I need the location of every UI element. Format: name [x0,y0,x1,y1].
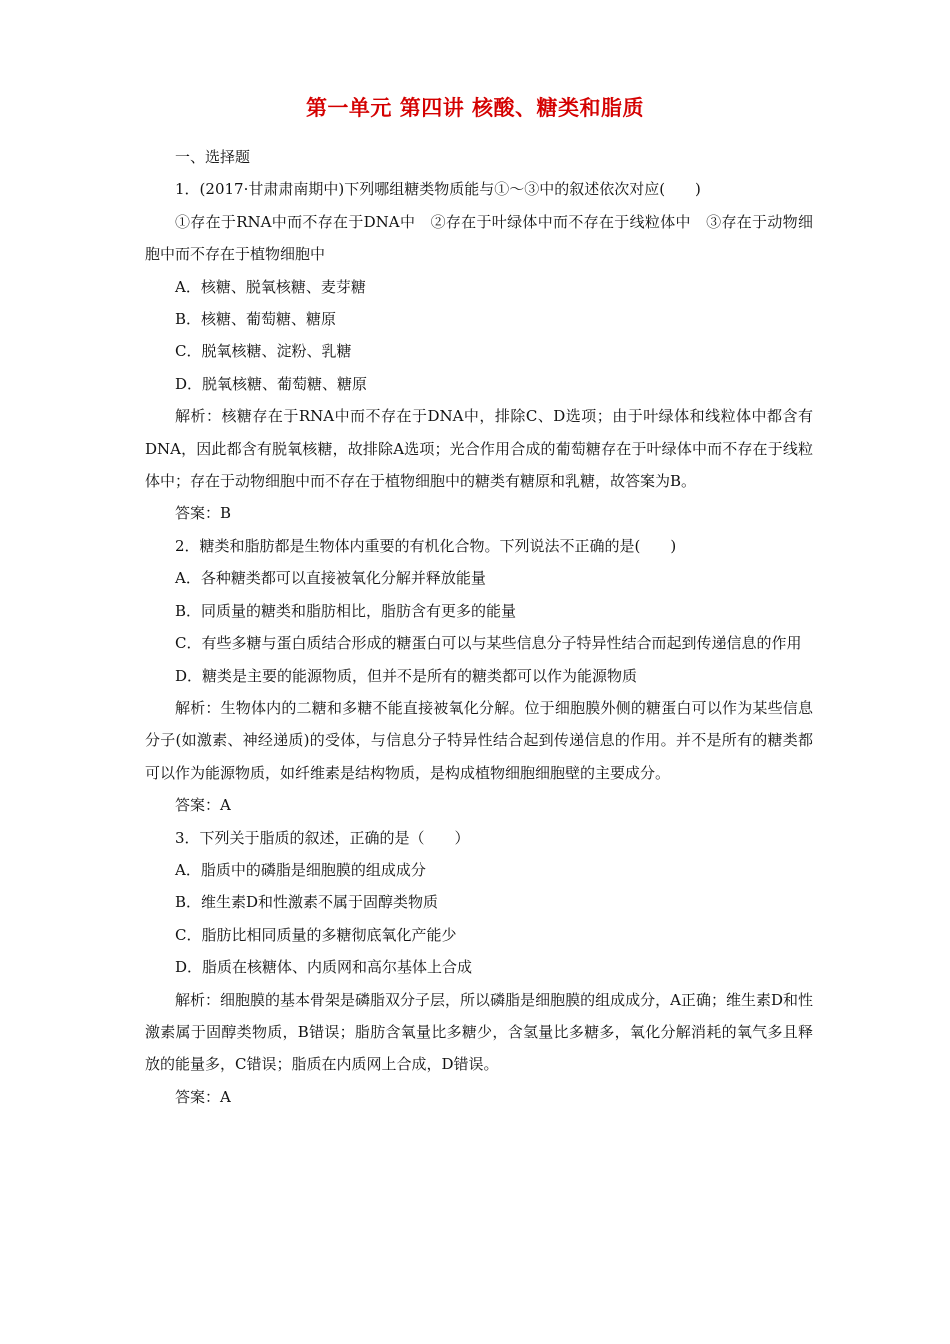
option-b: B．核糖、葡萄糖、糖原 [175,310,337,329]
answer: 答案：A [175,796,231,815]
answer: 答案：B [175,504,232,523]
question-stem: 1．(2017·甘肃肃南期中)下列哪组糖类物质能与①～③中的叙述依次对应( ) [175,180,701,199]
option-d: D．脱氧核糖、葡萄糖、糖原 [175,374,368,393]
analysis: 解析：核糖存在于RNA中而不存在于DNA中，排除C、D选项；由于叶绿体和线粒体中都含有DNA，因此都含有脱氧核糖，故排除A选项；光合作用合成的葡萄糖存在于叶绿体中而不存在于线粒体中；存在于动物细胞中而不存在于植物细胞中的糖类有糖原和乳糖，故答案为B。 [145,407,813,491]
question-1 [145,173,813,529]
question-3 [145,822,813,1114]
question-description: ①存在于RNA中而不存在于DNA中 ②存在于叶绿体中而不存在于线粒体中 ③存在于动物细胞中而不存在于植物细胞中 [145,212,813,264]
option-c: C．有些多糖与蛋白质结合形成的糖蛋白可以与某些信息分子特异性结合而起到传递信息的作用 [175,634,802,653]
option-c: C．脱氧核糖、淀粉、乳糖 [175,342,352,361]
answer: 答案：A [175,1087,231,1106]
analysis: 解析：生物体内的二糖和多糖不能直接被氧化分解。位于细胞膜外侧的糖蛋白可以作为某些信息分子(如激素、神经递质)的受体，与信息分子特异性结合起到传递信息的作用。并不是所有的糖类都可以作为能源物质，如纤维素是结构物质，是构成植物细胞细胞壁的主要成分。 [145,698,813,782]
question-2 [145,530,813,822]
section-heading: 一、选择题 [175,148,251,166]
option-d: D．糖类是主要的能源物质，但并不是所有的糖类都可以作为能源物质 [175,666,638,685]
document-body [145,141,813,1113]
option-a: A．核糖、脱氧核糖、麦芽糖 [175,277,366,296]
page-title: 第一单元 第四讲 核酸、糖类和脂质 [305,96,645,120]
option-a: A．脂质中的磷脂是细胞膜的组成成分 [175,860,426,879]
question-stem: 3．下列关于脂质的叙述，正确的是（ ） [175,828,470,847]
option-b: B．维生素D和性激素不属于固醇类物质 [175,893,439,912]
analysis: 解析：细胞膜的基本骨架是磷脂双分子层，所以磷脂是细胞膜的组成成分，A正确；维生素D和性激素属于固醇类物质，B错误；脂肪含氧量比多糖少，含氢量比多糖多，氧化分解消耗的氧气多且释放的能量多，C错误；脂质在内质网上合成，D错误。 [145,990,813,1074]
question-stem: 2．糖类和脂肪都是生物体内重要的有机化合物。下列说法不正确的是( ) [175,536,677,555]
option-c: C．脂肪比相同质量的多糖彻底氧化产能少 [175,925,457,944]
option-b: B．同质量的糖类和脂肪相比，脂肪含有更多的能量 [175,601,517,620]
option-d: D．脂质在核糖体、内质网和高尔基体上合成 [175,958,473,977]
option-a: A．各种糖类都可以直接被氧化分解并释放能量 [175,569,486,588]
